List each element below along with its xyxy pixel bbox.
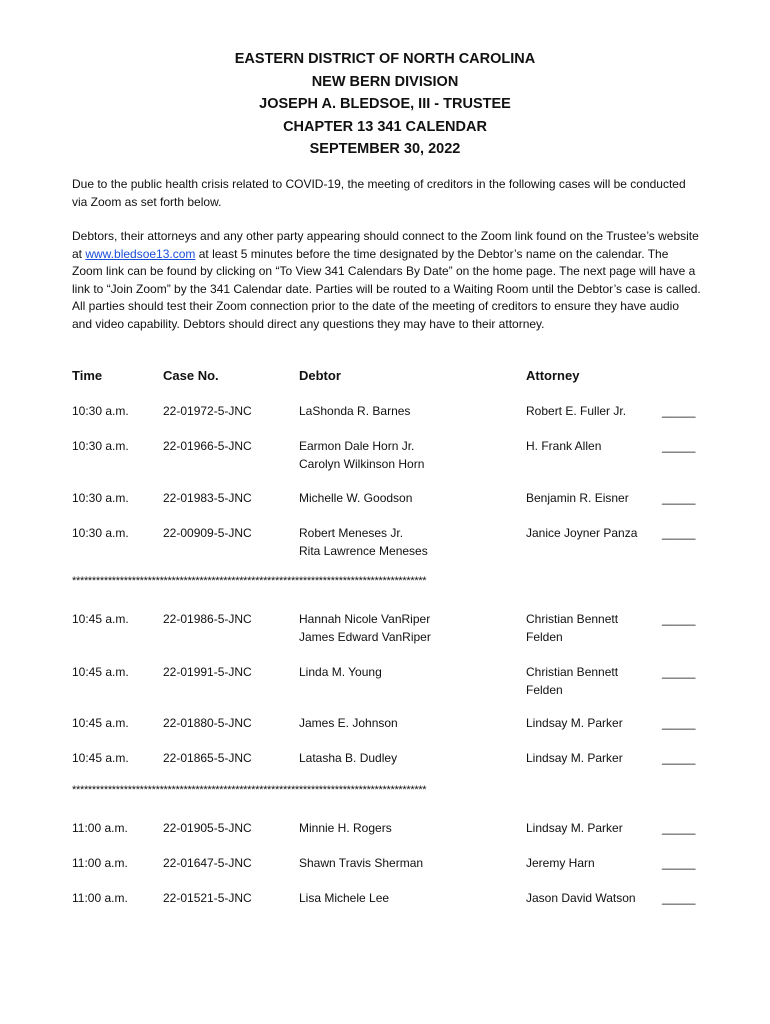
trustee-website-link[interactable]: www.bledsoe13.com <box>85 246 196 261</box>
row-checkmark-line: _____ <box>662 751 696 765</box>
row-time: 10:45 a.m. <box>72 612 129 626</box>
row-checkmark-line: _____ <box>662 526 696 540</box>
instructions-paragraph <box>72 228 702 333</box>
row-debtor: Latasha B. Dudley <box>299 751 398 765</box>
row-case-number: 22-01647-5-JNC <box>163 856 252 870</box>
row-checkmark-line: _____ <box>662 439 696 453</box>
separator-line: ***************************************************************************************** <box>72 784 427 796</box>
row-attorney: Lindsay M. Parker <box>526 821 623 835</box>
row-attorney: Lindsay M. Parker <box>526 716 623 730</box>
row-checkmark-line: _____ <box>662 891 696 905</box>
row-attorney: Christian Bennett Felden <box>526 612 619 644</box>
row-case-number: 22-01983-5-JNC <box>163 491 252 505</box>
row-attorney: Christian Bennett Felden <box>526 665 619 697</box>
row-time: 10:30 a.m. <box>72 526 129 540</box>
row-debtor: Minnie H. Rogers <box>299 821 392 835</box>
row-attorney: Jeremy Harn <box>526 856 595 870</box>
row-attorney: Janice Joyner Panza <box>526 526 638 540</box>
row-debtor: LaShonda R. Barnes <box>299 404 411 418</box>
row-debtor: Earmon Dale Horn Jr. Carolyn Wilkinson Horn <box>299 439 425 471</box>
row-attorney: Robert E. Fuller Jr. <box>526 404 627 418</box>
row-time: 10:30 a.m. <box>72 404 129 418</box>
row-checkmark-line: _____ <box>662 665 696 679</box>
header-trustee: JOSEPH A. BLEDSOE, III - TRUSTEE <box>259 96 511 112</box>
row-time: 10:45 a.m. <box>72 751 129 765</box>
row-case-number: 22-01521-5-JNC <box>163 891 252 905</box>
row-checkmark-line: _____ <box>662 856 696 870</box>
row-checkmark-line: _____ <box>662 612 696 626</box>
row-time: 10:30 a.m. <box>72 439 129 453</box>
row-debtor: Linda M. Young <box>299 665 382 679</box>
row-time: 10:45 a.m. <box>72 665 129 679</box>
row-time: 11:00 a.m. <box>72 891 128 905</box>
column-header-attorney: Attorney <box>526 368 580 383</box>
column-header-time: Time <box>72 368 103 383</box>
row-time: 10:45 a.m. <box>72 716 129 730</box>
row-debtor: Lisa Michele Lee <box>299 891 390 905</box>
row-case-number: 22-00909-5-JNC <box>163 526 252 540</box>
row-case-number: 22-01986-5-JNC <box>163 612 252 626</box>
row-case-number: 22-01905-5-JNC <box>163 821 252 835</box>
row-time: 11:00 a.m. <box>72 821 128 835</box>
column-header-debtor: Debtor <box>299 368 341 383</box>
header-district: EASTERN DISTRICT OF NORTH CAROLINA <box>234 51 536 67</box>
row-debtor: Hannah Nicole VanRiper James Edward VanRiper <box>299 612 431 644</box>
row-checkmark-line: _____ <box>662 404 696 418</box>
row-checkmark-line: _____ <box>662 716 696 730</box>
row-attorney: Jason David Watson <box>526 891 636 905</box>
column-header-case: Case No. <box>163 368 219 383</box>
row-debtor: Robert Meneses Jr. Rita Lawrence Meneses <box>299 526 428 558</box>
header-date: SEPTEMBER 30, 2022 <box>309 141 461 157</box>
intro-paragraph: Due to the public health crisis related to COVID-19, the meeting of creditors in the following cases will be conducted via Zoom as set forth below. <box>72 177 686 209</box>
document-header <box>0 48 770 161</box>
row-checkmark-line: _____ <box>662 491 696 505</box>
header-division: NEW BERN DIVISION <box>311 73 459 90</box>
separator-line: ***************************************************************************************** <box>72 575 427 587</box>
row-time: 10:30 a.m. <box>72 491 129 505</box>
row-case-number: 22-01972-5-JNC <box>163 404 252 418</box>
row-case-number: 22-01966-5-JNC <box>163 439 252 453</box>
instructions-text-before: Debtors, their attorneys and any other party appearing should connect to the Zoom link found on the Trustee’s website at <box>72 229 699 261</box>
row-debtor: Michelle W. Goodson <box>299 491 413 505</box>
row-attorney: Benjamin R. Eisner <box>526 491 629 505</box>
row-debtor: Shawn Travis Sherman <box>299 856 424 870</box>
row-checkmark-line: _____ <box>662 821 696 835</box>
row-time: 11:00 a.m. <box>72 856 128 870</box>
row-attorney: Lindsay M. Parker <box>526 751 623 765</box>
row-case-number: 22-01991-5-JNC <box>163 665 252 679</box>
instructions-text-after: at least 5 minutes before the time designated by the Debtor’s name on the calendar. The Zoom link can be found by clicking on “To View 341 Calendars By Date” on the home page. The next page will have a link to “Join Zoom” by the 341 Calendar date. Parties will be routed to a Waiting Room until the Debtor’s case is called. All parties should test their Zoom connection prior to the date of the meeting of creditors to ensure they have audio and video capability. Debtors should direct any questions they may have to their attorney. <box>72 246 701 331</box>
row-attorney: H. Frank Allen <box>526 439 602 453</box>
header-calendar-title: CHAPTER 13 341 CALENDAR <box>283 118 487 135</box>
row-debtor: James E. Johnson <box>299 716 398 730</box>
row-case-number: 22-01880-5-JNC <box>163 716 252 730</box>
row-case-number: 22-01865-5-JNC <box>163 751 252 765</box>
